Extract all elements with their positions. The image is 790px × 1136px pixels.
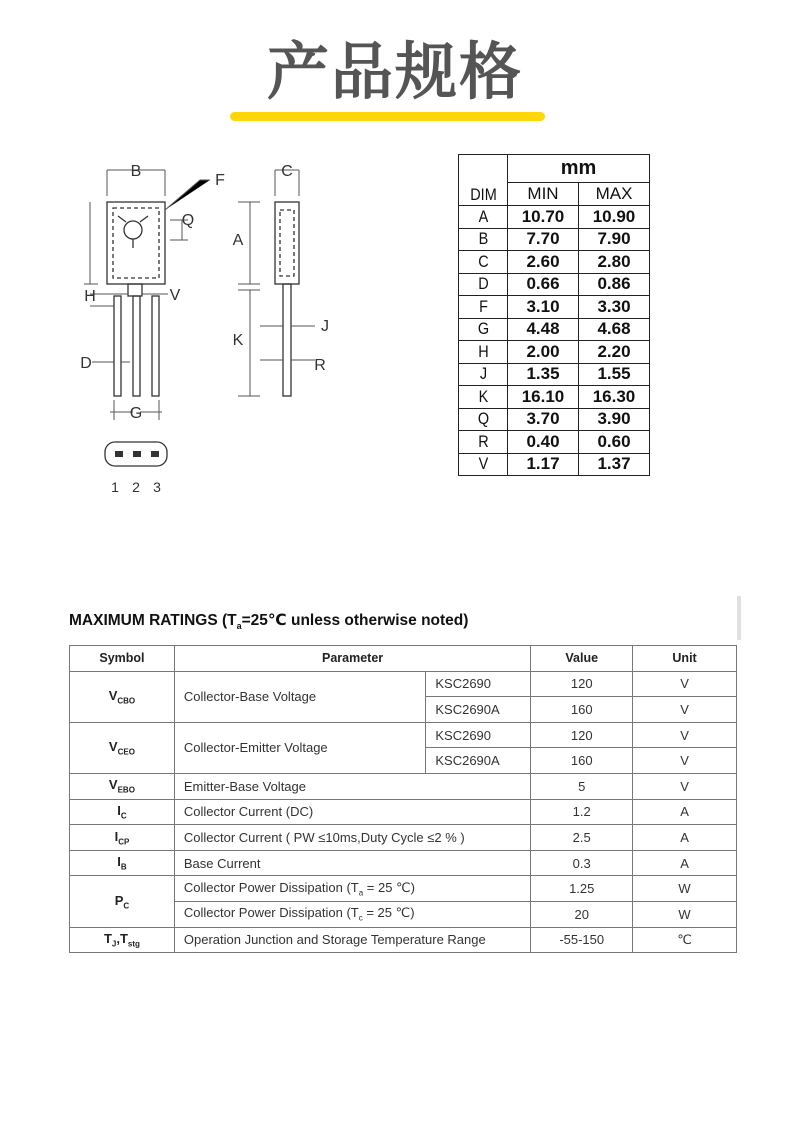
value-cell: 1.25 [531, 876, 633, 902]
unit-cell: V [633, 671, 737, 697]
symbol-cell: $T_J,T_{stg}$ [70, 927, 175, 953]
max-cell: 1.55 [579, 363, 650, 386]
table-row [70, 722, 737, 748]
max-cell: 2.20 [579, 341, 650, 364]
dim-row [459, 318, 650, 341]
label-C: C [281, 163, 293, 180]
value-cell: 160 [531, 697, 633, 723]
label-G: G [129, 405, 143, 422]
table-row [70, 773, 737, 799]
value-cell: 2.5 [531, 825, 633, 851]
parameter-cell: Operation Junction and Storage Temperature Range [174, 927, 530, 953]
unit-cell: V [633, 697, 737, 723]
dim-cell: G [462, 318, 504, 341]
value-cell: 20 [531, 901, 633, 927]
unit-cell: W [633, 876, 737, 902]
table-header-row [70, 646, 737, 672]
table-row [70, 825, 737, 851]
dim-row [459, 273, 650, 296]
parameter-cell: Collector Power Dissipation ($T_c = 25$ ℃) [174, 901, 530, 927]
dim-row [459, 228, 650, 251]
symbol-cell: $I_{CP}$ [70, 825, 175, 851]
dim-row [459, 341, 650, 364]
value-cell: 120 [531, 722, 633, 748]
label-D: D [80, 355, 92, 372]
min-cell: 16.10 [508, 386, 579, 409]
max-cell: 2.80 [579, 251, 650, 274]
parameter-cell: Collector Power Dissipation ($T_a = 25$ ℃) [174, 876, 530, 902]
min-cell: 2.60 [508, 251, 579, 274]
dim-row [459, 206, 650, 229]
table-row [70, 799, 737, 825]
min-cell: 10.70 [508, 206, 579, 229]
max-cell: 3.30 [579, 296, 650, 319]
max-cell: 10.90 [579, 206, 650, 229]
min-cell: 4.48 [508, 318, 579, 341]
value-cell: 1.2 [531, 799, 633, 825]
symbol-header: Symbol [70, 646, 175, 672]
unit-cell: W [633, 901, 737, 927]
max-cell: 16.30 [579, 386, 650, 409]
min-cell: 0.40 [508, 431, 579, 454]
label-V: V [169, 287, 181, 304]
symbol-cell: $I_C$ [70, 799, 175, 825]
dimension-table [458, 154, 650, 476]
unit-header: mm [508, 155, 650, 183]
unit-cell: ℃ [633, 927, 737, 953]
table-row [70, 927, 737, 953]
pin-3-label: 3 [153, 479, 161, 495]
dim-row [459, 408, 650, 431]
dim-row [459, 363, 650, 386]
pin-1-label: 1 [111, 479, 119, 495]
dim-cell: R [462, 431, 504, 454]
min-cell: 1.17 [508, 453, 579, 476]
max-cell: 1.37 [579, 453, 650, 476]
dim-row [459, 453, 650, 476]
max-ratings-table [69, 645, 737, 953]
page-title: 产品规格 [266, 35, 523, 108]
symbol-cell: $V_{CEO}$ [70, 722, 175, 773]
dim-row [459, 296, 650, 319]
min-cell: 1.35 [508, 363, 579, 386]
title-underline [230, 112, 545, 121]
max-header: MAX [579, 183, 650, 206]
pin-2-label: 2 [132, 479, 140, 495]
dim-row [459, 251, 650, 274]
unit-cell: V [633, 773, 737, 799]
package-outline-drawing [70, 150, 430, 500]
dim-cell: D [462, 273, 504, 296]
label-J: J [321, 318, 329, 335]
model-cell: KSC2690 [426, 671, 531, 697]
table-row [70, 876, 737, 902]
unit-header: Unit [633, 646, 737, 672]
unit-cell: V [633, 748, 737, 774]
model-cell: KSC2690A [426, 697, 531, 723]
label-F: F [215, 172, 225, 189]
dim-cell: B [462, 228, 504, 251]
label-B: B [130, 163, 142, 180]
value-cell: 120 [531, 671, 633, 697]
model-cell: KSC2690 [426, 722, 531, 748]
value-cell: 0.3 [531, 850, 633, 876]
value-cell: -55-150 [531, 927, 633, 953]
unit-cell: A [633, 825, 737, 851]
unit-cell: A [633, 799, 737, 825]
symbol-cell: $I_B$ [70, 850, 175, 876]
min-cell: 0.66 [508, 273, 579, 296]
min-cell: 7.70 [508, 228, 579, 251]
min-header: MIN [508, 183, 579, 206]
table-row [70, 850, 737, 876]
dim-header: DIM [462, 155, 504, 206]
dim-cell: H [462, 341, 504, 364]
ratings-title: MAXIMUM RATINGS ($T_a=25℃$ unless otherwise noted) [69, 612, 469, 632]
value-cell: 5 [531, 773, 633, 799]
max-cell: 0.86 [579, 273, 650, 296]
unit-cell: V [633, 722, 737, 748]
symbol-cell: $V_{CBO}$ [70, 671, 175, 722]
dim-cell: K [462, 386, 504, 409]
image-edge-divider [737, 596, 741, 640]
value-header: Value [531, 646, 633, 672]
label-H: H [84, 288, 96, 305]
dim-cell: V [462, 453, 504, 476]
max-cell: 4.68 [579, 318, 650, 341]
parameter-cell: Emitter-Base Voltage [174, 773, 530, 799]
dim-cell: F [462, 296, 504, 319]
min-cell: 2.00 [508, 341, 579, 364]
parameter-header: Parameter [174, 646, 530, 672]
parameter-cell: Collector-Base Voltage [174, 671, 425, 722]
parameter-cell: Collector Current (DC) [174, 799, 530, 825]
max-cell: 0.60 [579, 431, 650, 454]
parameter-cell: Collector Current ( PW ≤10ms,Duty Cycle ≤2 % ) [174, 825, 530, 851]
max-cell: 3.90 [579, 408, 650, 431]
symbol-cell: $V_{EBO}$ [70, 773, 175, 799]
dim-cell: Q [462, 408, 504, 431]
label-R: R [314, 357, 326, 374]
min-cell: 3.70 [508, 408, 579, 431]
label-A: A [232, 232, 244, 249]
max-cell: 7.90 [579, 228, 650, 251]
dim-cell: J [462, 363, 504, 386]
label-K: K [232, 332, 244, 349]
value-cell: 160 [531, 748, 633, 774]
symbol-cell: $P_C$ [70, 876, 175, 927]
table-row [70, 671, 737, 697]
model-cell: KSC2690A [426, 748, 531, 774]
unit-cell: A [633, 850, 737, 876]
dim-row [459, 431, 650, 454]
label-Q: Q [181, 212, 195, 229]
dim-row [459, 386, 650, 409]
dim-cell: C [462, 251, 504, 274]
min-cell: 3.10 [508, 296, 579, 319]
dim-cell: A [462, 206, 504, 229]
parameter-cell: Base Current [174, 850, 530, 876]
parameter-cell: Collector-Emitter Voltage [174, 722, 425, 773]
